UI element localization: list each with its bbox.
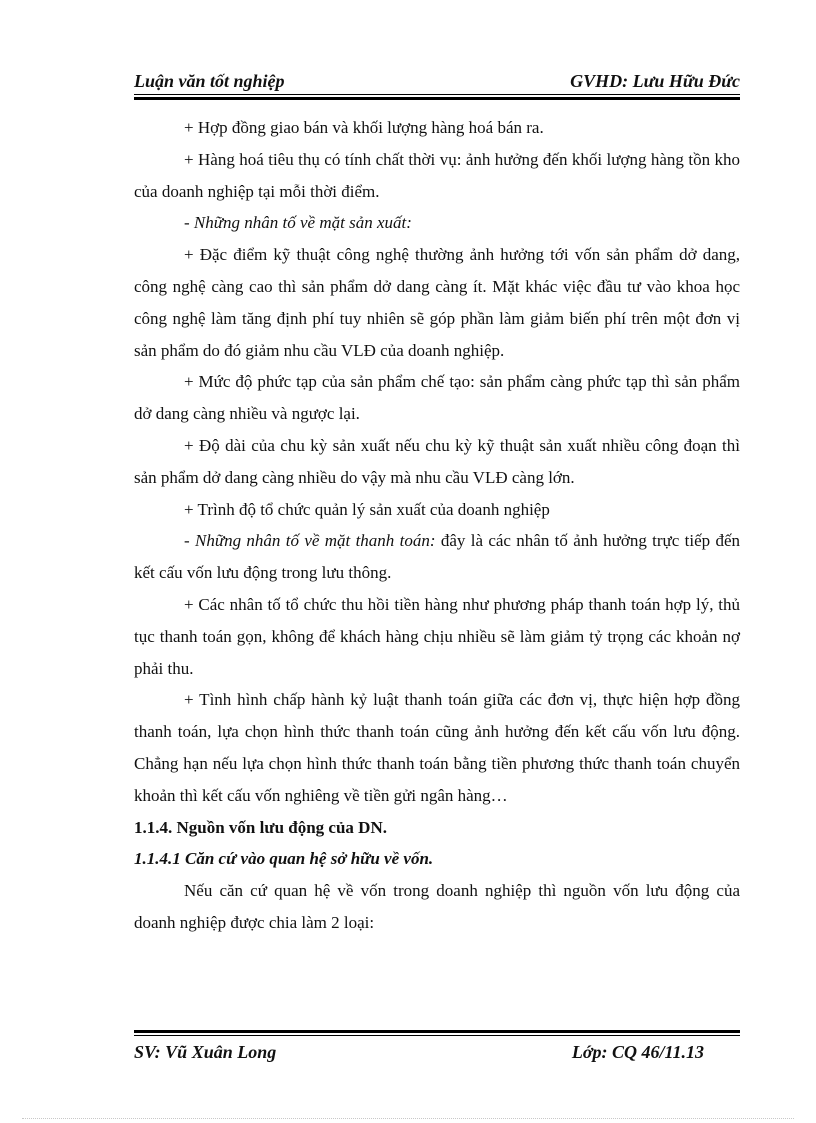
- header-advisor: GVHD: Lưu Hữu Đức: [570, 71, 740, 91]
- footer-student: SV: Vũ Xuân Long: [134, 1042, 277, 1062]
- header-rule-thin: [134, 94, 740, 95]
- footer-rule-thin: [134, 1035, 740, 1036]
- paragraph: + Hàng hoá tiêu thụ có tính chất thời vụ: ảnh hưởng đến khối lượng hàng tồn kho của doanh nghiệp tại mỗi thời điểm.: [134, 149, 740, 201]
- payment-factors-text: đây là các nhân tố ảnh hưởng trực tiếp đến kết cấu vốn lưu động trong lưu thông.: [134, 531, 740, 583]
- paragraph: + Mức độ phức tạp của sản phẩm chế tạo: sản phẩm càng phức tạp thì sản phẩm dở dang càng nhiều và ngược lại.: [134, 372, 740, 424]
- payment-factors-paragraph: [134, 525, 740, 589]
- production-factors-heading: - Những nhân tố về mặt sản xuất:: [184, 213, 412, 233]
- page-bottom-edge: [22, 1118, 794, 1119]
- paragraph: + Tình hình chấp hành kỷ luật thanh toán giữa các đơn vị, thực hiện hợp đồng thanh toán, lựa chọn hình thức thanh toán cũng ảnh hưởng đến kết cấu vốn lưu động. Chẳng hạn nếu lựa chọn hình thức thanh toán bằng tiền phương thức thanh toán chuyển khoản thì kết cấu vốn nghiêng về tiền gửi ngân hàng…: [134, 690, 740, 805]
- subsection-heading: 1.1.4.1 Căn cứ vào quan hệ sở hữu về vốn.: [134, 849, 434, 869]
- payment-factors-lead: - Những nhân tố về mặt thanh toán:: [184, 531, 436, 551]
- paragraph: Nếu căn cứ quan hệ về vốn trong doanh nghiệp thì nguồn vốn lưu động của doanh nghiệp được chia làm 2 loại:: [134, 881, 740, 932]
- paragraph: + Độ dài của chu kỳ sản xuất nếu chu kỳ kỹ thuật sản xuất nhiều công đoạn thì sản phẩm dở dang càng nhiều do vậy mà nhu cầu VLĐ càng lớn.: [134, 435, 740, 487]
- header-thesis-title: Luận văn tốt nghiệp: [134, 71, 285, 91]
- section-heading: 1.1.4. Nguồn vốn lưu động của DN.: [134, 817, 387, 837]
- paragraph: + Hợp đồng giao bán và khối lượng hàng hoá bán ra.: [184, 118, 544, 137]
- paragraph: + Các nhân tố tổ chức thu hồi tiền hàng như phương pháp thanh toán hợp lý, thủ tục thanh toán gọn, không để khách hàng chịu nhiều sẽ làm giảm tỷ trọng các khoản nợ phải thu.: [134, 594, 740, 678]
- page-header: [134, 70, 740, 92]
- page-body: [134, 112, 740, 939]
- paragraph: + Đặc điểm kỹ thuật công nghệ thường ảnh hưởng tới vốn sản phẩm dở dang, công nghệ càng cao thì sản phẩm dở dang càng ít. Mặt khác việc đầu tư vào khoa học công nghệ làm tăng định phí tuy nhiên sẽ góp phần làm giảm biến phí trên một đơn vị sản phẩm do đó giảm nhu cầu VLĐ của doanh nghiệp.: [134, 245, 740, 360]
- footer-class: Lớp: CQ 46/11.13: [571, 1042, 704, 1062]
- paragraph: + Trình độ tổ chức quản lý sản xuất của doanh nghiệp: [184, 499, 550, 519]
- page-footer: [134, 1041, 704, 1063]
- footer-rule-thick: [134, 1030, 740, 1033]
- header-rule-thick: [134, 97, 740, 100]
